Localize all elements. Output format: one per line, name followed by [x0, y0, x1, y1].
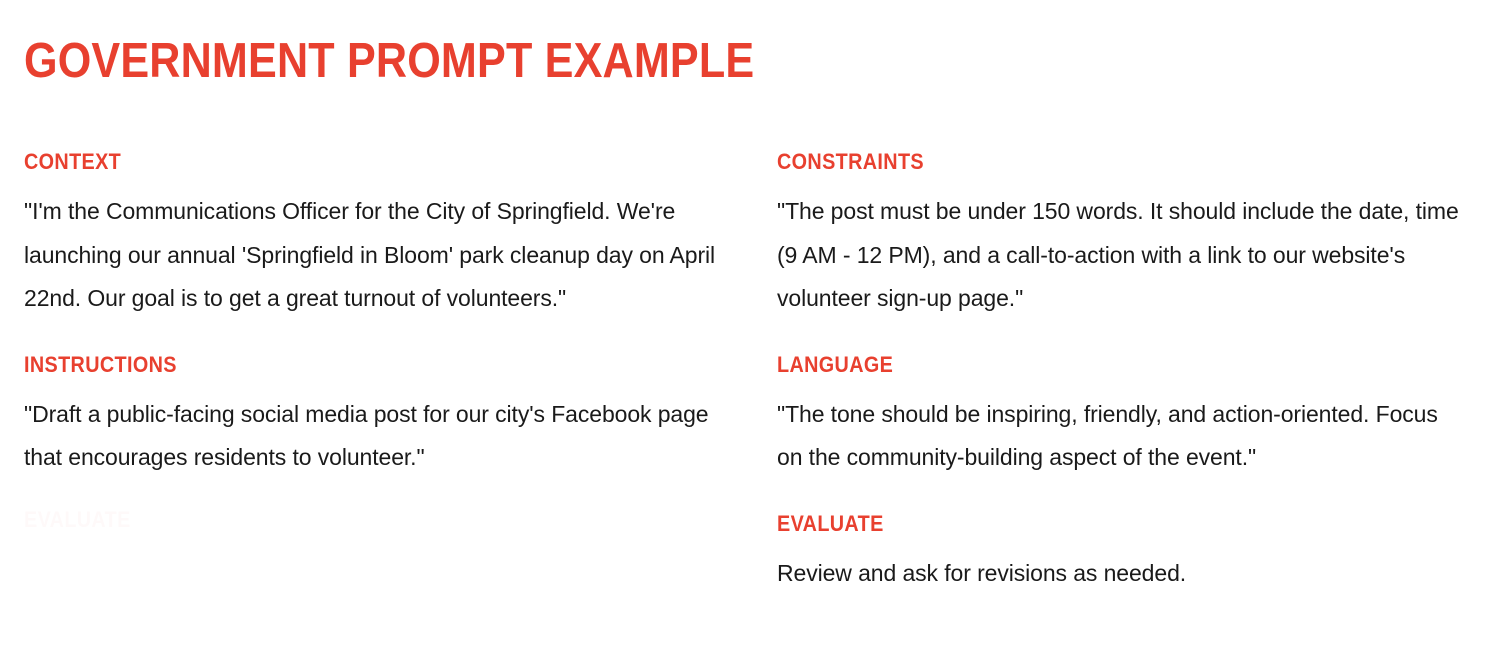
section-context — [24, 148, 736, 321]
section-instructions — [24, 351, 736, 480]
section-body-evaluate: Review and ask for revisions as needed. — [777, 559, 1187, 586]
section-heading-evaluate: EVALUATE — [777, 510, 884, 536]
section-heading-evaluate-fading — [24, 506, 665, 534]
section-language — [777, 351, 1467, 480]
left-column — [24, 148, 736, 534]
section-heading-language: LANGUAGE — [777, 351, 894, 377]
section-body-context: "I'm the Communications Officer for the City of Springfield. We're launching our annual 'Springfield in Bloom' park cleanup day on April 22nd. Our goal is to get a great turnout of volunteers." — [24, 198, 716, 311]
section-body-instructions: "Draft a public-facing social media post for our city's Facebook page that encourages residents to volunteer." — [24, 400, 709, 470]
section-evaluate — [777, 510, 1467, 596]
section-heading-instructions: INSTRUCTIONS — [24, 351, 177, 377]
section-body-constraints: "The post must be under 150 words. It should include the date, time (9 AM - 12 PM), and a call-to-action with a link to our website's volunteer sign-up page." — [777, 198, 1459, 311]
section-heading-context: CONTEXT — [24, 149, 122, 174]
content-columns — [0, 148, 1485, 661]
section-body-language: "The tone should be inspiring, friendly, and action-oriented. Focus on the community-building aspect of the event." — [777, 400, 1438, 470]
section-constraints — [777, 148, 1467, 321]
section-heading-constraints: CONSTRAINTS — [777, 149, 924, 174]
right-column — [777, 148, 1467, 601]
page-title: GOVERNMENT PROMPT EXAMPLE — [24, 34, 755, 88]
